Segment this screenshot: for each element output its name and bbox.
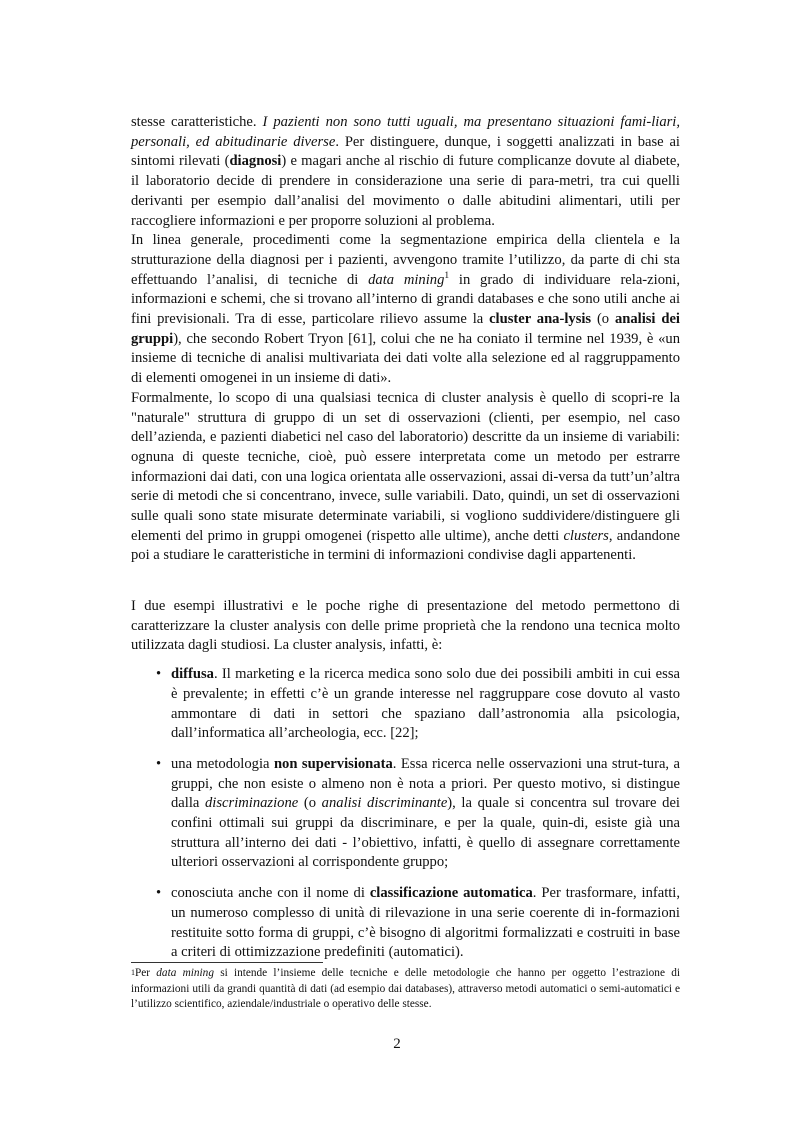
footnote — [131, 966, 680, 1013]
italic-term-discriminazione: discriminazione — [205, 795, 299, 812]
properties-list — [131, 665, 680, 963]
text-span: in grado di individuare rela-zioni, informazioni e schemi, che si trovano all’interno di grandi databases e che sono utili anche ai fini previsionali. Tra di esse, particolare rilievo assume la — [131, 271, 681, 328]
text-span: (o — [591, 311, 615, 328]
bold-term-classificazione-automatica: classificazione automatica — [369, 885, 533, 902]
list-item — [131, 665, 680, 744]
italic-term-data-mining: data mining — [156, 967, 214, 979]
text-span: ), che secondo Robert Tryon [61], colui che ne ha coniato il termine nel 1939, è «un insieme di tecniche di analisi multivariata dei dati volte alla selezione ed al raggruppamento di elementi omogenei in un insieme di dati». — [131, 330, 680, 387]
main-text-block-bottom — [131, 597, 680, 974]
text-span: , andandone poi a studiare le caratteristiche in termini di informazioni condivise dagli appartenenti. — [131, 527, 680, 564]
main-text-block-top — [131, 113, 680, 566]
text-span: In linea generale, procedimenti come la segmentazione empirica della clientela e la strutturazione della diagnosi per i pazienti, avvengono tramite l’utilizzo, da parte di chi sta effettuando l’analisi, di tecniche di — [131, 232, 680, 288]
paragraph-1 — [131, 113, 680, 231]
footnote-reference[interactable]: 1 — [444, 270, 450, 281]
text-span: . Essa ricerca nelle osservazioni una strut-tura, a gruppi, che non esiste o almeno non è nota a priori. Per questo motivo, si distingue dalla — [171, 755, 681, 812]
text-span: (o — [298, 795, 322, 812]
text-span: ), la quale si concentra sul trovare dei confini ottimali sui gruppi da discriminare, e per la quale, quin-di, esiste già una struttura all’interno dei dati - l’obiettivo, infatti, è quello di assegnare correttamente ulteriori osservazioni al corrispondente gruppo; — [171, 795, 680, 871]
bold-term-analisi-dei-gruppi: analisi dei gruppi — [131, 311, 680, 347]
italic-text: I pazienti non sono tutti uguali, ma presentano situazioni fami-liari, personali, ed abitudinarie diverse — [131, 114, 680, 150]
footnote-mark: 1 — [131, 968, 135, 977]
text-span: . Per trasformare, infatti, un numeroso complesso di unità di rilevazione in una serie coerente di in-formazioni restituite sotto forma di gruppi, c’è bisogno di algoritmi formalizzati e costruiti in base a criteri di ottimizzazione predefiniti (automatici). — [171, 885, 681, 961]
paragraph-4: I due esempi illustrativi e le poche righe di presentazione del metodo permettono di caratterizzare la cluster analysis con delle prime proprietà che la rendono una tecnica molto utilizzata dagli studiosi. La cluster analysis, infatti, è: — [131, 598, 680, 654]
bullet-icon: • — [156, 885, 162, 902]
list-item — [131, 755, 680, 873]
italic-term-clusters: clusters — [563, 527, 609, 544]
bullet-icon: • — [156, 755, 162, 772]
list-item — [131, 884, 680, 963]
text-span: conosciuta anche con il nome di — [171, 885, 370, 902]
text-span: Formalmente, lo scopo di una qualsiasi tecnica di cluster analysis è quello di scopri-re la "naturale" struttura di gruppo di un set di osservazioni (clienti, per esempio, nel caso dell’azienda, e pazienti diabetici nel caso del laboratorio) descritte da un insieme di variabili: ognuna di queste tecniche, cioè, può essere interpretata come un metodo per estrarre informazioni dai dati, con una logica orientata alle osservazioni, assai di-versa da tutt’un’altra serie di metodi che si concentrano, invece, sulle variabili. Dato, quindi, un set di osservazioni sulle quali sono state misurate determinate variabili, si vogliono suddividere/distinguere gli elementi del primo in gruppi omogenei (rispetto alle ultime), anche detti — [131, 389, 680, 544]
text-span: . Per distinguere, dunque, i soggetti analizzati in base ai sintomi rilevati ( — [131, 133, 680, 170]
italic-term-analisi-discriminante: analisi discriminante — [321, 795, 448, 812]
text-span: . Il marketing e la ricerca medica sono solo due dei possibili ambiti in cui essa è prevalente; in effetti c’è un grande interesse nel raggruppare cose dovuto al vasto ammontare di dati in settori che spaziano dall’astronomia alla psicologia, dall’informatica all’archeologia, ecc. [22]; — [171, 666, 680, 742]
text-span: ) e magari anche al rischio di future complicanze dovute al diabete, il laboratorio decide di prendere in considerazione una serie di para-metri, tra cui quelli derivanti per esempio dall’analisi del movimento o dalle abitudini alimentari, utili per raccogliere informazioni e per proporre soluzioni al problema. — [131, 153, 680, 229]
text-span: una metodologia — [171, 755, 274, 772]
text-span: si intende l’insieme delle tecniche e delle metodologie che hanno per oggetto l’estrazione di informazioni utili da grandi quantità di dati (ad esempio dai databases), attraverso metodi automatici o semi-automatici e l’utilizzo scientifico, aziendale/industriale o operativo delle stesse. — [131, 967, 680, 1010]
text-span: Per — [135, 967, 157, 979]
bold-term-cluster-analysis: cluster ana-lysis — [489, 311, 592, 328]
bullet-icon: • — [156, 666, 162, 683]
bold-term-diagnosi: diagnosi — [229, 153, 282, 170]
footnote-divider — [131, 962, 323, 963]
page-number: 2 — [393, 1036, 401, 1052]
bold-term-non-supervisionata: non supervisionata — [273, 755, 393, 772]
paragraph-3 — [131, 389, 680, 566]
text-span: stesse caratteristiche. — [131, 114, 263, 130]
paragraph-2 — [131, 231, 680, 389]
italic-term-data-mining: data mining — [368, 271, 445, 288]
bold-term-diffusa: diffusa — [171, 666, 214, 683]
